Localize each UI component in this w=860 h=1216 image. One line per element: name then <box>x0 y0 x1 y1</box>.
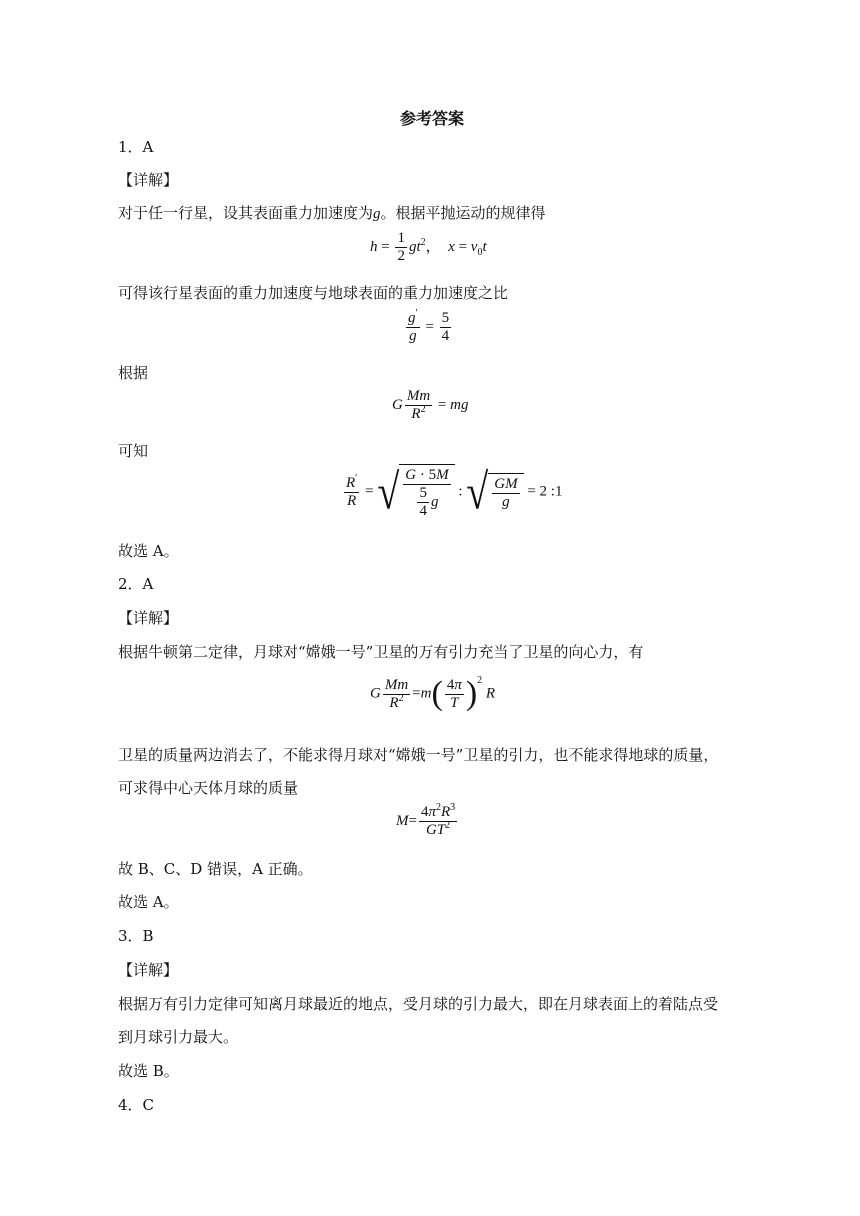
q1-para-2: 可得该行星表面的重力加速度与地球表面的重力加速度之比 <box>118 284 509 302</box>
q4-number: 4．C <box>118 1096 155 1114</box>
q2-detail-heading: 【详解】 <box>118 609 179 627</box>
q2-para-2: 卫星的质量两边消去了，不能求得月球对“嫦娥一号”卫星的引力，也不能求得地球的质量， <box>118 746 719 764</box>
q1-conclusion: 故选 A。 <box>118 542 179 560</box>
q2-para-4: 故 B、C、D 错误，A 正确。 <box>118 860 313 878</box>
q1-para-4: 可知 <box>118 442 149 460</box>
q1-equation-projectile: h = $\frac{1}{2}$ $gt^2$， $x = v_0t$ <box>370 230 487 264</box>
q3-conclusion: 故选 B。 <box>118 1062 179 1080</box>
q1-number: 1．A <box>118 138 154 156</box>
q2-para-1: 根据牛顿第二定律，月球对“嫦娥一号”卫星的万有引力充当了卫星的向心力，有 <box>118 643 644 661</box>
q1-equation-gravity: G $\frac{Mm}{R^2}$ = mg <box>392 388 469 422</box>
q3-detail-heading: 【详解】 <box>118 961 179 979</box>
q1-para-1: 对于任一行星，设其表面重力加速度为g。根据平抛运动的规律得 <box>118 204 546 222</box>
q3-number: 3．B <box>118 927 154 945</box>
q1-para-3: 根据 <box>118 364 149 382</box>
q1-equation-radius: $\frac{R'}{R}$ = √ G · 5M $\frac{5}{4}$ g : √ $\frac{GM}{g}$ = 2 :1 <box>346 463 563 520</box>
page-title: 参考答案 <box>400 109 465 128</box>
q2-equation-centripetal: G $\frac{Mm}{R^2}$ =m( $\frac{4\pi}{T}$ )$^2$ R <box>370 675 496 712</box>
q2-para-3: 可求得中心天体月球的质量 <box>118 779 299 797</box>
q2-number: 2．A <box>118 575 154 593</box>
q1-detail-heading: 【详解】 <box>118 171 179 189</box>
q3-para-2: 到月球引力最大。 <box>118 1028 239 1046</box>
q3-para-1: 根据万有引力定律可知离月球最近的地点，受月球的引力最大，即在月球表面上的着陆点受 <box>118 995 719 1013</box>
q1-equation-ratio: $\frac{g'}{g}$ = $\frac{5}{4}$ <box>408 308 450 344</box>
q2-equation-mass: M= $\frac{4\pi^2R^3}{GT^2}$ <box>396 802 456 838</box>
q2-conclusion: 故选 A。 <box>118 893 179 911</box>
